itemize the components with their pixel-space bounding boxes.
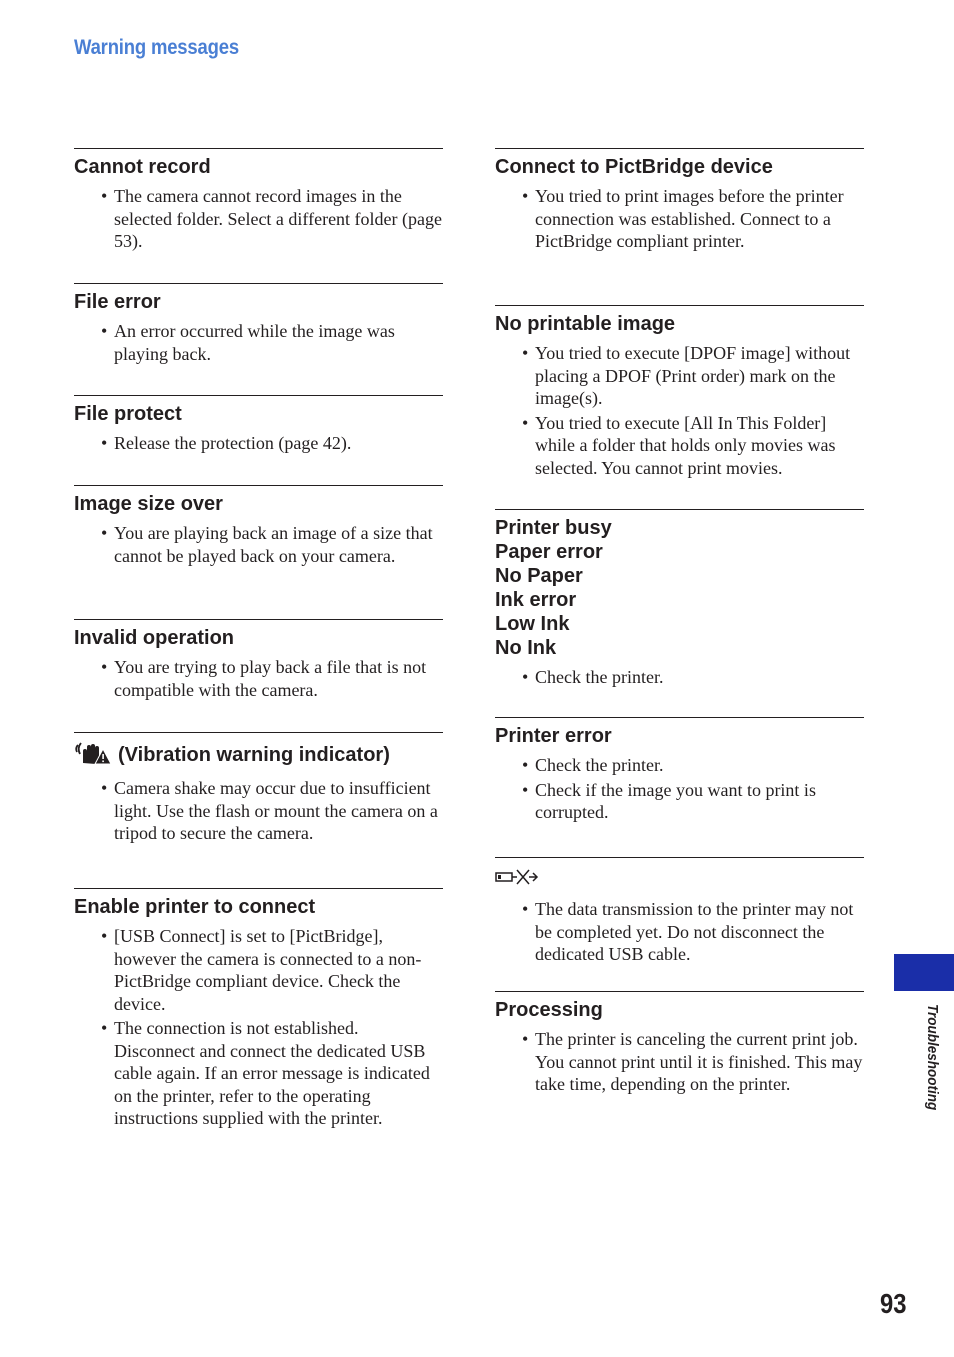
section-title: Invalid operation: [74, 627, 235, 649]
bullet-list: [74, 925, 443, 1130]
bullet-item: • You are trying to play back a file that is not compatible with the camera.: [101, 657, 427, 700]
section-image-size-over: [74, 485, 443, 619]
chapter-tab-label: Troubleshooting: [924, 1004, 941, 1111]
bullet-item: • You are playing back an image of a size that cannot be played back on your camera.: [101, 523, 433, 566]
section-title: File error: [74, 291, 161, 313]
section-title: Cannot record: [74, 156, 211, 178]
pictbridge-transfer-icon: [495, 866, 539, 894]
chapter-tab-marker: [894, 954, 954, 991]
bullet-item: • You tried to execute [All In This Folder] while a folder that holds only movies was selected. You cannot print movies.: [522, 412, 836, 478]
right-column: [495, 148, 864, 1142]
bullet-list: [495, 342, 864, 479]
bullet-item: • You tried to execute [DPOF image] without placing a DPOF (Print order) mark on the image(s).: [522, 343, 851, 408]
section-title-row: [74, 739, 443, 771]
section-title: Printer busy: [495, 517, 612, 539]
bullet-list: [74, 522, 443, 567]
bullet-list: [74, 432, 443, 455]
section-title: No Paper: [495, 565, 583, 587]
bullet-item: • An error occurred while the image was playing back.: [101, 321, 395, 364]
section-no-printable-image: [495, 305, 864, 509]
bullet-item: • The camera cannot record images in the selected folder. Select a different folder (page 53).: [101, 186, 443, 251]
left-column: [74, 148, 443, 1159]
section-enable-printer: [74, 888, 443, 1159]
section-pictbridge-transfer: [495, 857, 864, 991]
section-title: No Ink: [495, 637, 557, 659]
section-vibration-warning: [74, 732, 443, 888]
bullet-list: [495, 185, 864, 253]
section-title: Ink error: [495, 589, 577, 611]
section-title: Printer error: [495, 725, 612, 747]
section-cannot-record: [74, 148, 443, 283]
section-title: (Vibration warning indicator): [118, 744, 390, 766]
section-title: Connect to PictBridge device: [495, 156, 773, 178]
section-title: Processing: [495, 999, 603, 1021]
bullet-list: [74, 656, 443, 701]
section-title-row: [495, 864, 864, 892]
section-file-protect: [74, 395, 443, 485]
bullet-list: [495, 1028, 864, 1096]
bullet-list: [495, 666, 864, 689]
bullet-item: • Camera shake may occur due to insufficient light. Use the flash or mount the camera on a tripod to secure the camera.: [101, 778, 438, 843]
bullet-item: • Check the printer.: [522, 667, 664, 687]
bullet-item: • The data transmission to the printer may not be completed yet. Do not disconnect the dedicated USB cable.: [522, 899, 854, 964]
section-title: Image size over: [74, 493, 223, 515]
section-title: No printable image: [495, 313, 676, 335]
bullet-list: [74, 320, 443, 365]
section-title: Enable printer to connect: [74, 896, 316, 918]
section-processing: [495, 991, 864, 1142]
section-title-group: [495, 516, 864, 660]
bullet-item: • The connection is not established. Disconnect and connect the dedicated USB cable again. If an error message is indicated on the printer, refer to the operating instructions supplied with the printer.: [101, 1018, 430, 1128]
page-header-title: Warning messages: [74, 36, 239, 59]
bullet-item: • The printer is canceling the current print job. You cannot print until it is finished. This may take time, depending on the printer.: [522, 1029, 863, 1094]
bullet-list: [74, 777, 443, 845]
bullet-list: [74, 185, 443, 253]
bullet-item: • Release the protection (page 42).: [101, 433, 352, 453]
section-invalid-operation: [74, 619, 443, 732]
vibration-warning-icon: [74, 739, 112, 771]
section-printer-status: [495, 509, 864, 717]
page-number: 93: [880, 1288, 907, 1319]
bullet-item: • Check if the image you want to print is corrupted.: [522, 779, 816, 822]
bullet-list: [495, 898, 864, 966]
section-connect-pictbridge: [495, 148, 864, 305]
section-file-error: [74, 283, 443, 395]
section-title: Low Ink: [495, 613, 570, 635]
bullet-item: • [USB Connect] is set to [PictBridge], however the camera is connected to a non-PictBridge compliant device. Check the device.: [101, 926, 422, 1014]
section-title: File protect: [74, 403, 182, 425]
section-printer-error: [495, 717, 864, 857]
section-title: Paper error: [495, 541, 603, 563]
bullet-list: [495, 754, 864, 824]
bullet-item: • Check the printer.: [522, 755, 664, 775]
bullet-item: • You tried to print images before the printer connection was established. Connect to a PictBridge compliant printer.: [522, 186, 844, 251]
